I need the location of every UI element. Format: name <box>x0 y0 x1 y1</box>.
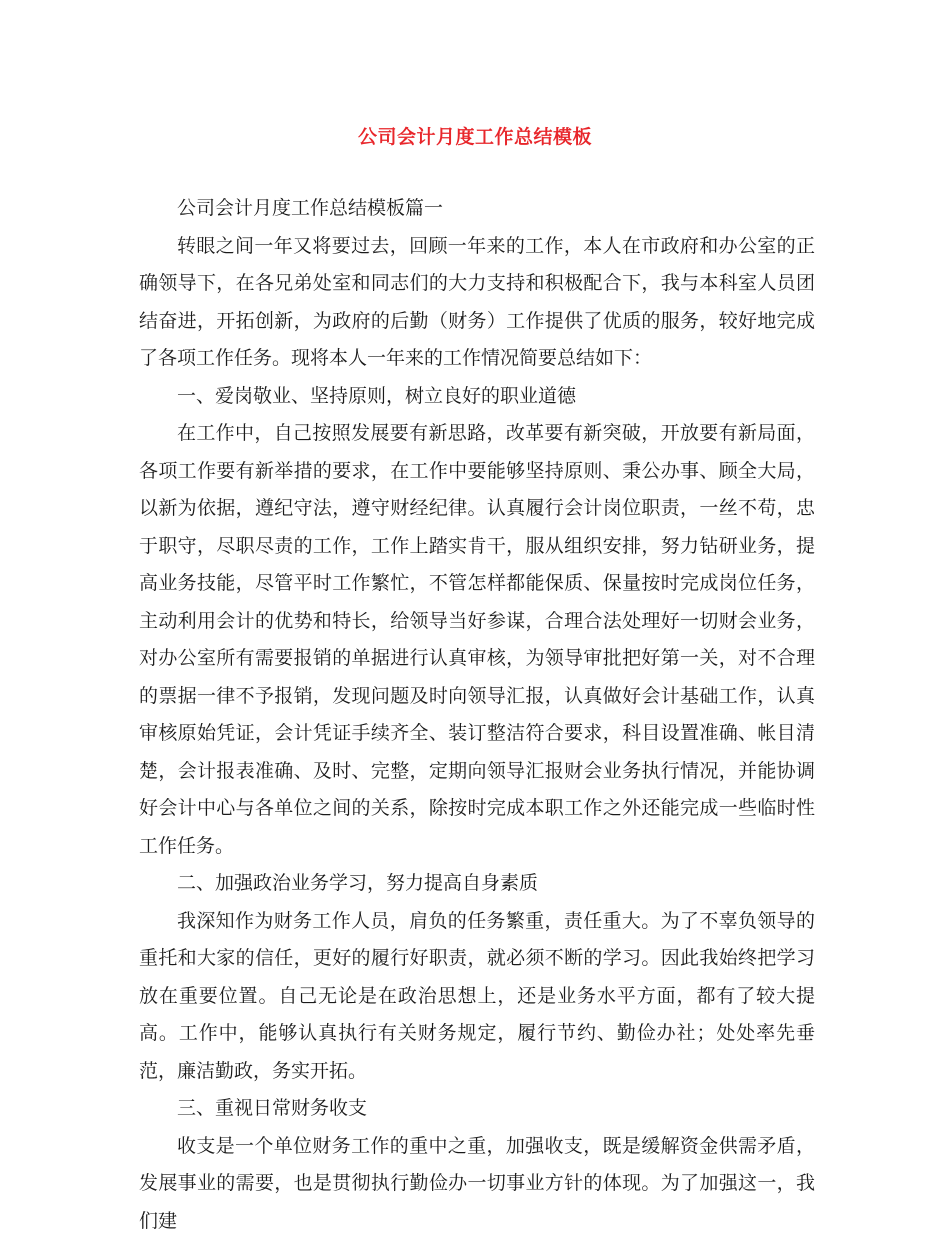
section-1-paragraph: 在工作中，自己按照发展要有新思路，改革要有新突破，开放要有新局面，各项工作要有新举措的要求，在工作中要能够坚持原则、秉公办事、顾全大局，以新为依据，遵纪守法，遵守财经纪律。认真履行会计岗位职责，一丝不苟，忠于职守，尽职尽责的工作，工作上踏实肯干，服从组织安排，努力钻研业务，提高业务技能，尽管平时工作繁忙，不管怎样都能保质、保量按时完成岗位任务，主动利用会计的优势和特长，给领导当好参谋，合理合法处理好一切财会业务，对办公室所有需要报销的单据进行认真审核，为领导审批把好第一关，对不合理的票据一律不予报销，发现问题及时向领导汇报，认真做好会计基础工作，认真审核原始凭证，会计凭证手续齐全、装订整洁符合要求，科目设置准确、帐目清楚，会计报表准确、及时、完整，定期向领导汇报财会业务执行情况，并能协调好会计中心与各单位之间的关系，除按时完成本职工作之外还能完成一些临时性工作任务。 <box>139 415 815 865</box>
section-heading-3: 三、重视日常财务收支 <box>139 1090 815 1128</box>
document-body <box>139 190 815 1240</box>
section-heading-1: 一、爱岗敬业、坚持原则，树立良好的职业道德 <box>139 378 815 416</box>
intro-paragraph: 转眼之间一年又将要过去，回顾一年来的工作，本人在市政府和办公室的正确领导下，在各兄弟处室和同志们的大力支持和积极配合下，我与本科室人员团结奋进，开拓创新，为政府的后勤（财务）工作提供了优质的服务，较好地完成了各项工作任务。现将本人一年来的工作情况简要总结如下： <box>139 228 815 378</box>
section-2-paragraph: 我深知作为财务工作人员，肩负的任务繁重，责任重大。为了不辜负领导的重托和大家的信任，更好的履行好职责，就必须不断的学习。因此我始终把学习放在重要位置。自己无论是在政治思想上，还是业务水平方面，都有了较大提高。工作中，能够认真执行有关财务规定，履行节约、勤俭办社；处处率先垂范，廉洁勤政，务实开拓。 <box>139 903 815 1091</box>
section-3-paragraph: 收支是一个单位财务工作的重中之重，加强收支，既是缓解资金供需矛盾，发展事业的需要，也是贯彻执行勤俭办一切事业方针的体现。为了加强这一，我们建 <box>139 1128 815 1240</box>
section-heading-part-one: 公司会计月度工作总结模板篇一 <box>139 190 815 228</box>
section-heading-2: 二、加强政治业务学习，努力提高自身素质 <box>139 865 815 903</box>
document-title: 公司会计月度工作总结模板 <box>0 122 950 149</box>
